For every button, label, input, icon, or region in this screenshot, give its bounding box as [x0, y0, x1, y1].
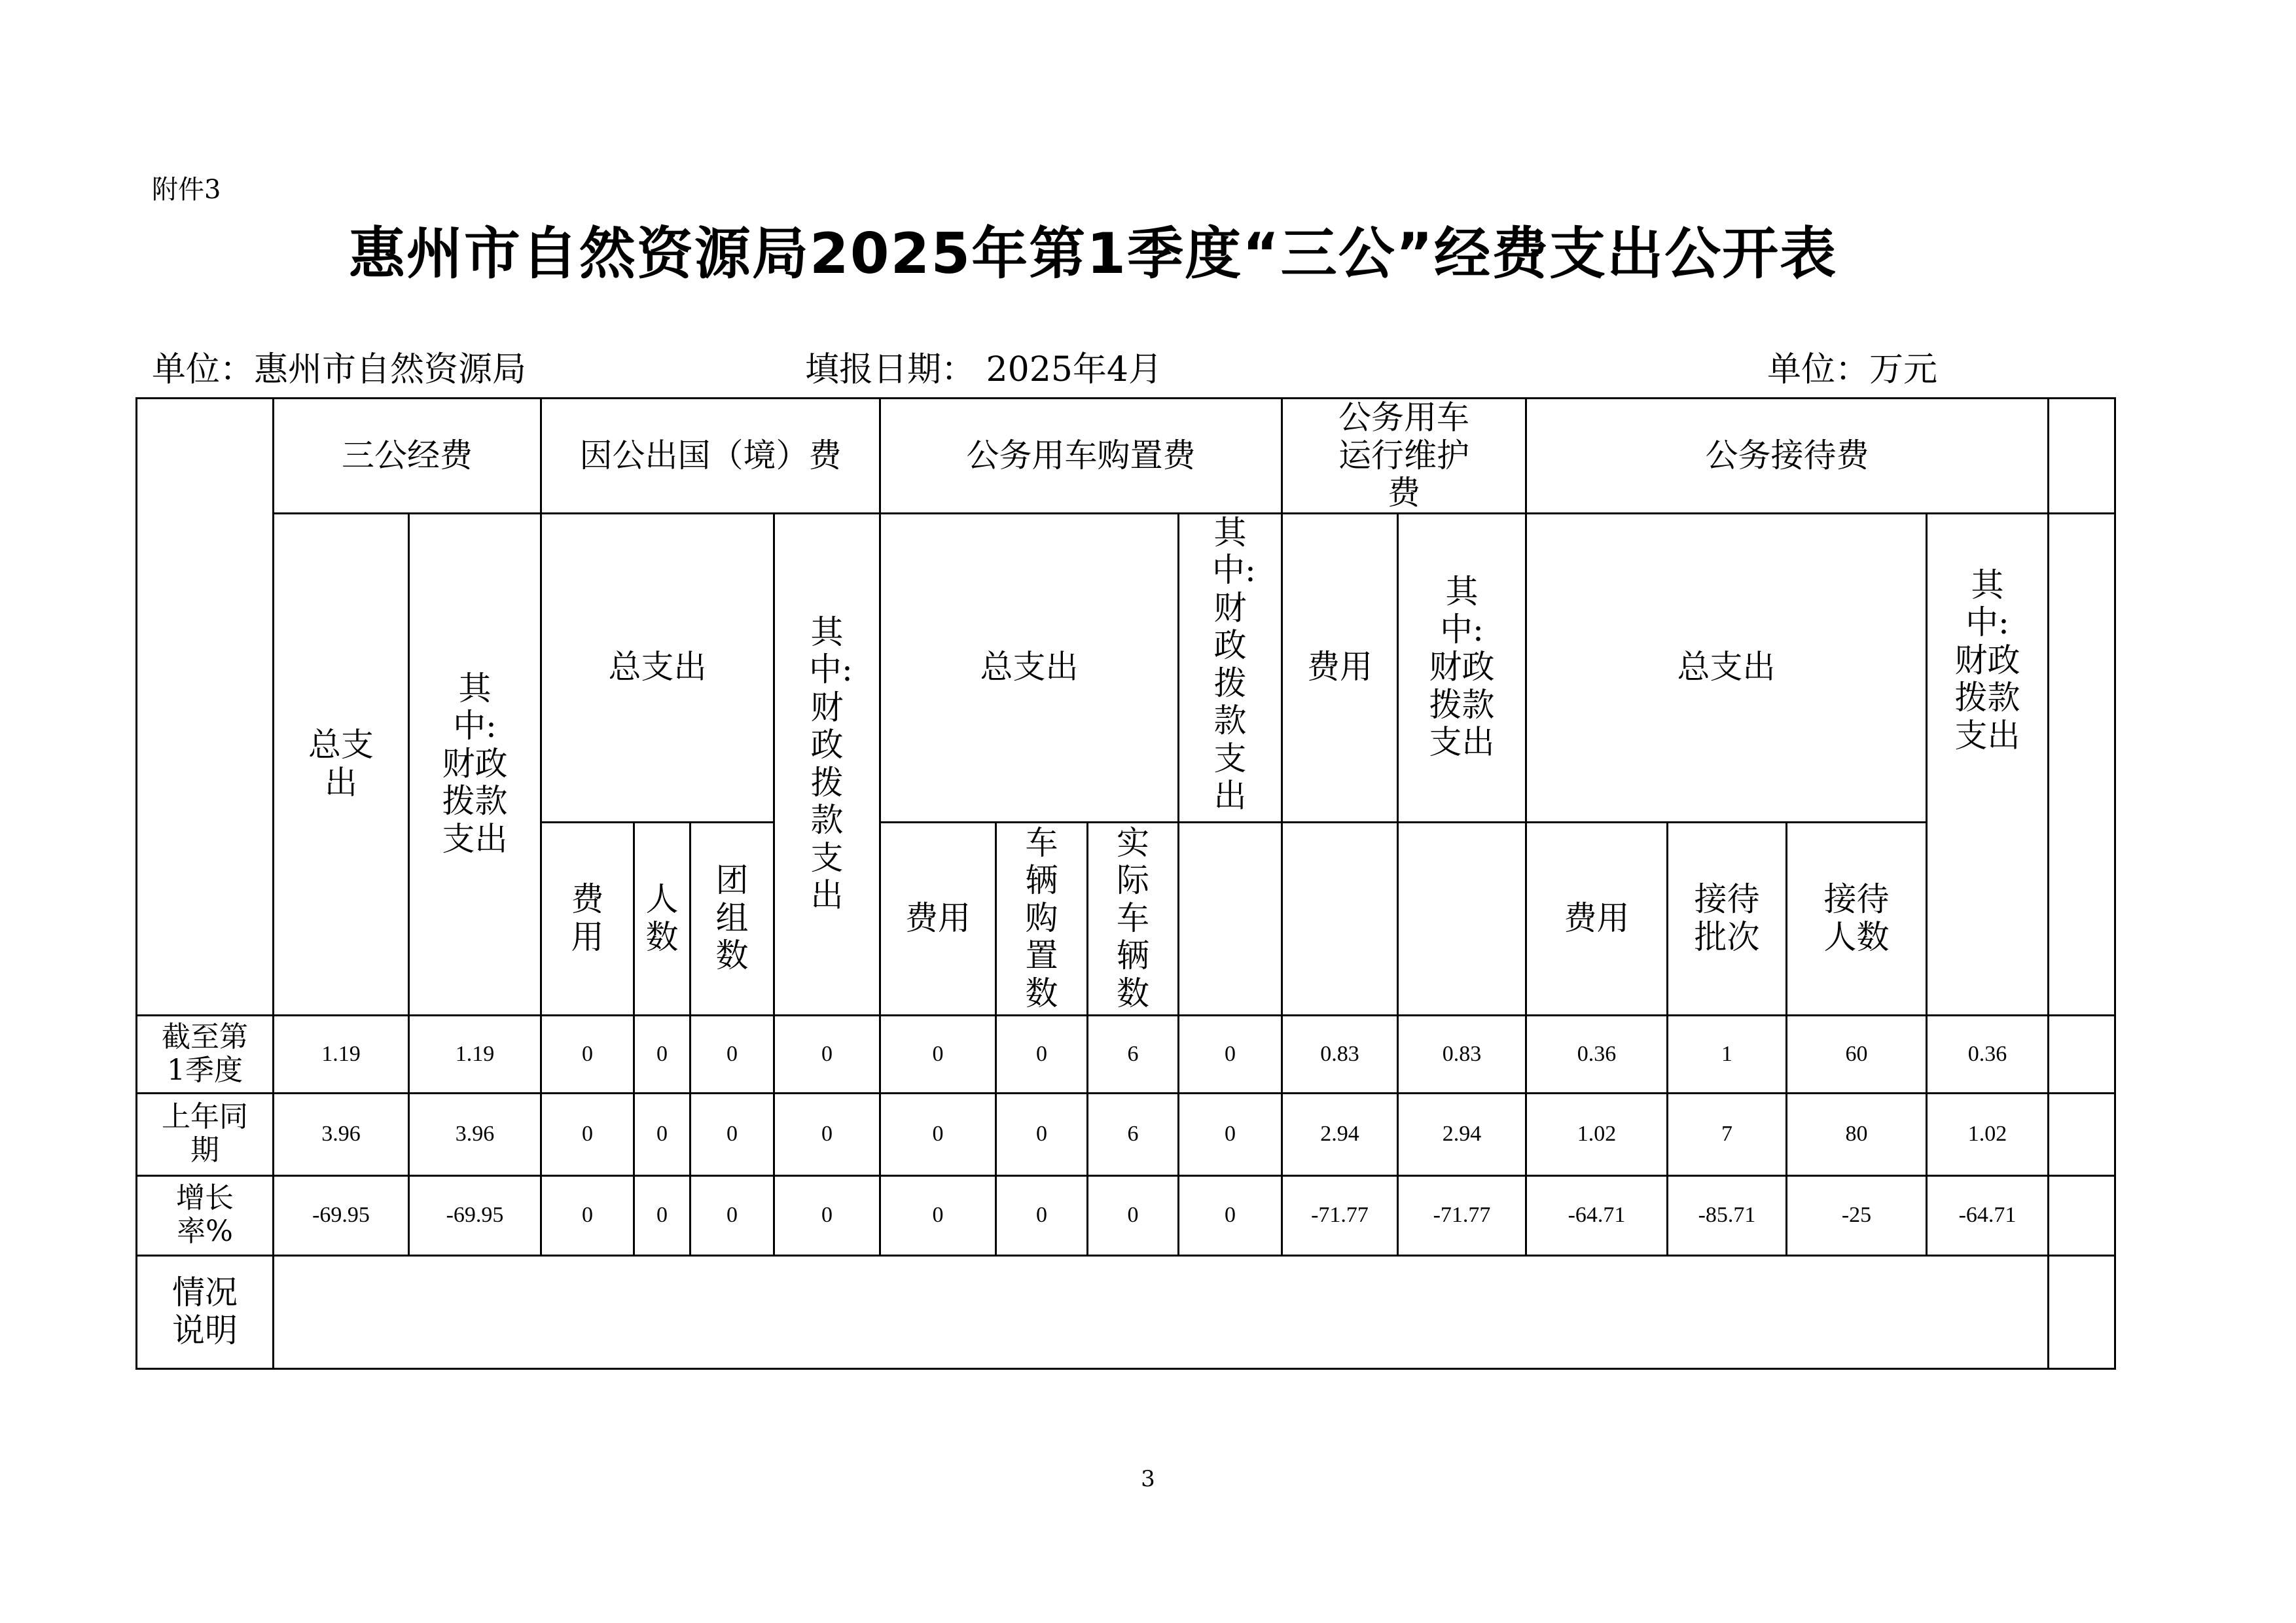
blank-header-cell — [2049, 399, 2115, 514]
vehicle-operation-fiscal: 其中:财政拨款支出 — [1398, 513, 1526, 822]
overseas-people: 人数 — [634, 822, 691, 1015]
value-cell: 0 — [774, 1093, 880, 1175]
currency-unit: 单位：万元 — [1767, 350, 1938, 389]
value-cell: 80 — [1787, 1093, 1927, 1175]
corner-cell — [137, 399, 274, 1016]
overseas-fee: 费用 — [541, 822, 634, 1015]
value-cell: 0 — [634, 1015, 691, 1093]
row-label: 截至第1季度 — [137, 1015, 274, 1093]
value-cell: 1.02 — [1526, 1093, 1668, 1175]
vehicle-purchase-fee: 费用 — [880, 822, 996, 1015]
reception-people: 接待人数 — [1787, 822, 1927, 1015]
value-cell: 0.36 — [1927, 1015, 2049, 1093]
sangong-total: 总支出 — [274, 513, 409, 1015]
vehicle-purchase-fiscal: 其中:财政拨款支出 — [1179, 513, 1282, 822]
vehicles-bought: 车辆购置数 — [996, 822, 1088, 1015]
value-cell: 0.83 — [1282, 1015, 1398, 1093]
attachment-label: 附件3 — [152, 175, 221, 205]
blank-cell — [1179, 822, 1282, 1015]
remarks-label: 情况说明 — [137, 1255, 274, 1368]
blank-cell — [2049, 1255, 2115, 1368]
unit-organization: 单位：惠州市自然资源局 — [152, 350, 527, 389]
blank-cell — [1398, 822, 1526, 1015]
header-reception: 公务接待费 — [1526, 399, 2049, 514]
value-cell: 1.19 — [409, 1015, 541, 1093]
value-cell: 0 — [691, 1015, 774, 1093]
reception-fee: 费用 — [1526, 822, 1668, 1015]
reception-fiscal: 其中:财政拨款支出 — [1927, 513, 2049, 1015]
page-number: 3 — [1141, 1466, 1155, 1492]
blank-cell — [1282, 822, 1398, 1015]
table-row — [137, 1015, 2115, 1093]
blank-cell — [2049, 1175, 2115, 1255]
value-cell: -25 — [1787, 1175, 1927, 1255]
remarks-content — [274, 1255, 2049, 1368]
value-cell: 0 — [880, 1015, 996, 1093]
value-cell: 0 — [880, 1175, 996, 1255]
value-cell: 6 — [1088, 1015, 1179, 1093]
vehicle-operation-fee: 费用 — [1282, 513, 1398, 822]
value-cell: 0 — [634, 1175, 691, 1255]
value-cell: 0 — [996, 1175, 1088, 1255]
value-cell: 60 — [1787, 1015, 1927, 1093]
blank-cell — [2049, 1093, 2115, 1175]
value-cell: 0 — [996, 1093, 1088, 1175]
value-cell: 0 — [634, 1093, 691, 1175]
vehicle-purchase-total: 总支出 — [880, 513, 1179, 822]
value-cell: -69.95 — [274, 1175, 409, 1255]
value-cell: -64.71 — [1526, 1175, 1668, 1255]
value-cell: 0.83 — [1398, 1015, 1526, 1093]
reception-total: 总支出 — [1526, 513, 1927, 822]
reception-batches: 接待批次 — [1668, 822, 1787, 1015]
value-cell: -71.77 — [1282, 1175, 1398, 1255]
value-cell: 0 — [541, 1175, 634, 1255]
expense-table — [135, 397, 2116, 1370]
sangong-fiscal: 其中:财政拨款支出 — [409, 513, 541, 1015]
value-cell: -69.95 — [409, 1175, 541, 1255]
row-label: 上年同期 — [137, 1093, 274, 1175]
header-sangong: 三公经费 — [274, 399, 541, 514]
value-cell: 0 — [691, 1093, 774, 1175]
blank-header-cell — [2049, 513, 2115, 1015]
page-title: 惠州市自然资源局2025年第1季度“三公”经费支出公开表 — [348, 221, 1838, 287]
header-vehicle-purchase: 公务用车购置费 — [880, 399, 1282, 514]
overseas-fiscal: 其中:财政拨款支出 — [774, 513, 880, 1015]
value-cell: -64.71 — [1927, 1175, 2049, 1255]
table-row — [137, 1175, 2115, 1255]
value-cell: 0 — [880, 1093, 996, 1175]
overseas-total: 总支出 — [541, 513, 774, 822]
table-row — [137, 1093, 2115, 1175]
fill-date: 填报日期： 2025年4月 — [805, 350, 1162, 389]
value-cell: 1.19 — [274, 1015, 409, 1093]
value-cell: 1 — [1668, 1015, 1787, 1093]
value-cell: -71.77 — [1398, 1175, 1526, 1255]
overseas-groups: 团组数 — [691, 822, 774, 1015]
value-cell: 0 — [1179, 1093, 1282, 1175]
value-cell: 0 — [996, 1015, 1088, 1093]
header-overseas: 因公出国（境）费 — [541, 399, 880, 514]
value-cell: 0.36 — [1526, 1015, 1668, 1093]
value-cell: 2.94 — [1282, 1093, 1398, 1175]
row-label: 增长率% — [137, 1175, 274, 1255]
value-cell: 0 — [1088, 1175, 1179, 1255]
actual-vehicles: 实际车辆数 — [1088, 822, 1179, 1015]
value-cell: 0 — [1179, 1175, 1282, 1255]
value-cell: 0 — [541, 1015, 634, 1093]
blank-cell — [2049, 1015, 2115, 1093]
value-cell: 7 — [1668, 1093, 1787, 1175]
value-cell: 0 — [541, 1093, 634, 1175]
value-cell: 2.94 — [1398, 1093, 1526, 1175]
value-cell: 3.96 — [409, 1093, 541, 1175]
value-cell: 0 — [691, 1175, 774, 1255]
value-cell: 0 — [1179, 1015, 1282, 1093]
value-cell: 6 — [1088, 1093, 1179, 1175]
value-cell: 0 — [774, 1175, 880, 1255]
header-vehicle-operation: 公务用车运行维护费 — [1282, 399, 1526, 514]
value-cell: -85.71 — [1668, 1175, 1787, 1255]
value-cell: 0 — [774, 1015, 880, 1093]
value-cell: 1.02 — [1927, 1093, 2049, 1175]
value-cell: 3.96 — [274, 1093, 409, 1175]
